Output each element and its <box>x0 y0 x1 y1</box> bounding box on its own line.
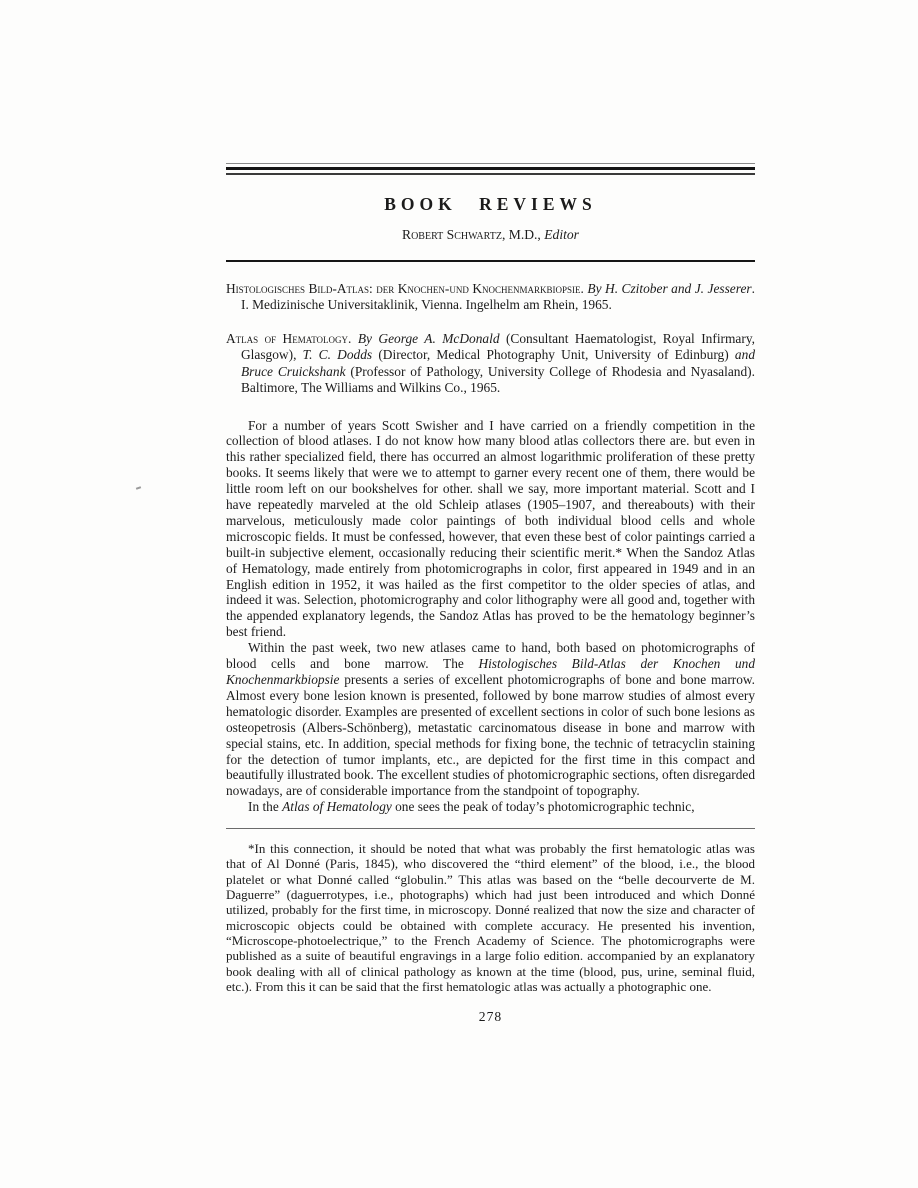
footnote-rule <box>226 828 755 829</box>
editor-line: Robert Schwartz, M.D., Editor <box>402 226 579 242</box>
review-entry-histologisches: Histologisches Bild-Atlas: der Knochen-und Knochenmarkbiopsie. By H. Czitober and J. Jesserer. I. Medizinische Universitaklinik, Vienna. Ingelhelm am Rhein, 1965. <box>226 280 755 312</box>
review-entry-atlas-of-hematology: Atlas of Hematology. By George A. McDonald (Consultant Haematologist, Royal Infirmary, Glasgow), T. C. Dodds (Director, Medical Photography Unit, University of Edinburg) and Bruce Cruickshank (Professor of Pathology, University College of Rhodesia and Nyasaland). Baltimore, The Williams and Wilkins Co., 1965. <box>226 330 756 395</box>
header-bottom-rule <box>226 260 755 262</box>
text-column <box>226 163 755 1025</box>
review-body <box>226 418 755 816</box>
body-paragraph-1: For a number of years Scott Swisher and I have carried on a friendly competition in the collection of blood atlases. I do not know how many blood atlas collectors there are. but even in this rather specialized field, there has occurred an almost logarithmic proliferation of these pretty books. It seems likely that were we to attempt to garner every recent one of them, there would be little room left on our bookshelves for other. shall we say, more important material. Scott and I have repeatedly marveled at the old Schleip atlases (1905–1907, and thereabouts) with their marvelous, meticulously made color paintings of both individual blood cells and whole microscopic fields. It must be confessed, however, that even these best of color paintings carried a built-in subjective element, occasionally reducing their scientific merit.* When the Sandoz Atlas of Hematology, made entirely from photomicrographs in color, first appeared in 1949 and in an English edition in 1952, it was hailed as the first competitor to the older species of atlas, and indeed it was. Selection, photomicrography and color lithography were all good and, together with the appended explanatory legends, the Sandoz Atlas has proved to be the hematology beginner’s best friend. <box>226 417 755 640</box>
footnote-text: *In this connection, it should be noted that what was probably the first hematologic atlas was that of Al Donné (Paris, 1845), who discovered the “third element” of the blood, i.e., the blood platelet or what Donné called “globulin.” This atlas was based on the “belle decourverte de M. Daguerre” (daguerrotypes, i.e., photographs) which had just been introduced and which Donné utilized, probably for the first time, in microscopy. Donné realized that now the size and character of microscopic objects could be obtained with complete accuracy. He presented his invention, “Microscope-photoelectrique,” to the French Academy of Science. The photomicrographs were published as a suite of beautiful engravings in a large folio edition. accompanied by an explanatory book dealing with all of clinical pathology as known at the time (blood, pus, urine, seminal fluid, etc.). From this it can be said that the first hematologic atlas was actually a photographic one. <box>226 841 755 994</box>
header-top-rule <box>226 163 755 175</box>
scan-artifact <box>136 486 141 490</box>
page-number: 278 <box>478 1009 503 1025</box>
page-title: BOOK REVIEWS <box>384 193 597 214</box>
body-paragraph-2: Within the past week, two new atlases came to hand, both based on photomicrographs of blood cells and bone marrow. The Histologisches Bild-Atlas der Knochen und Knochenmarkbiopsie presents a series of excellent photomicrographs of bone and bone marrow. Almost every bone lesion known is presented, followed by bone marrow studies of almost every hematologic disorder. Examples are presented of excellent sections in color of such bone lesions as osteopetrosis (Albers-Schönberg), metastatic carcinomatous disease in bone and marrow with special stains, etc. In addition, special methods for fixing bone, the technic of tetracyclin staining for the detection of tumor implants, etc., are depicted for the first time in this compact and beautifully illustrated book. The excellent studies of photomicrographic sections, often disregarded nowadays, are of considerable importance from the standpoint of topography. <box>226 640 755 799</box>
review-entries <box>226 281 755 397</box>
body-paragraph-3: In the Atlas of Hematology one sees the peak of today’s photomicrographic technic, <box>248 799 695 815</box>
